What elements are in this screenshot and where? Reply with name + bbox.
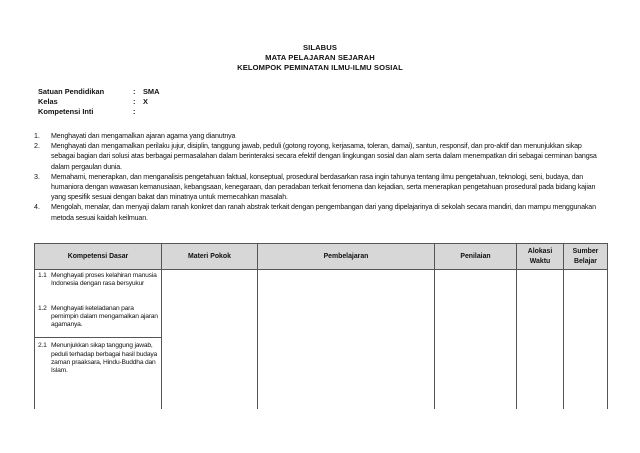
kompetensi-dasar-cell bbox=[35, 270, 162, 410]
alokasi-waktu-cell bbox=[517, 270, 564, 410]
meta-row-kompetensi-inti bbox=[38, 107, 159, 117]
header-materi-pokok: Materi Pokok bbox=[162, 244, 258, 270]
meta-row-kelas bbox=[38, 97, 159, 107]
meta-colon: : bbox=[133, 97, 136, 106]
list-item bbox=[34, 141, 606, 172]
meta-value: SMA bbox=[143, 87, 160, 96]
list-text: Menghayati dan mengamalkan perilaku jujur, disiplin, tanggung jawab, peduli (gotong royong, kerjasama, toleran, damai), santun, responsif, dan pro-aktif dan menunjukkan sikap sebagai bagian dari solusi atas berbagai permasalahan dalam berinteraksi secara efektif dengan lingkungan sosial dan alam serta dalam menempatkan diri sebagai cerminan bangsa dalam pergaulan dunia. bbox=[51, 142, 597, 171]
meta-colon: : bbox=[133, 107, 136, 116]
penilaian-cell bbox=[435, 270, 517, 410]
list-number: 3. bbox=[34, 172, 40, 181]
kd-text: Menghayati proses kelahiran manusia Indonesia dengan rasa bersyukur bbox=[51, 272, 157, 288]
header-pembelajaran: Pembelajaran bbox=[258, 244, 435, 270]
row-divider bbox=[35, 337, 161, 338]
kd-item bbox=[38, 305, 158, 330]
materi-pokok-cell bbox=[162, 270, 258, 410]
meta-colon: : bbox=[133, 87, 136, 96]
list-number: 2. bbox=[34, 142, 40, 151]
list-item bbox=[34, 131, 606, 141]
sumber-belajar-cell bbox=[564, 270, 608, 410]
pembelajaran-cell bbox=[258, 270, 435, 410]
list-item bbox=[34, 172, 606, 203]
kompetensi-inti-list bbox=[34, 131, 606, 223]
subject-title: MATA PELAJARAN SEJARAH bbox=[265, 53, 375, 62]
list-text: Memahami, menerapkan, dan menganalisis pengetahuan faktual, konseptual, prosedural berdasarkan rasa ingin tahunya tentang ilmu pengetahuan, teknologi, seni, budaya, dan humaniora dengan wawasan kemanusiaan, kebangsaan, kenegaraan, dan peradaban terkait fenomena dan kejadian, serta menerapkan pengetahuan prosedural pada bidang kajian yang spesifik sesuai dengan bakat dan minatnya untuk memecahkan masalah. bbox=[51, 172, 596, 202]
kd-number: 2.1 bbox=[38, 342, 47, 350]
meta-row-satuan bbox=[38, 87, 159, 97]
kd-item bbox=[38, 272, 158, 289]
kd-number: 1.1 bbox=[38, 272, 47, 279]
list-text: Menghayati dan mengamalkan ajaran agama yang dianutnya bbox=[51, 132, 236, 140]
list-number: 4. bbox=[34, 203, 40, 212]
header-alokasi-waktu: Alokasi Waktu bbox=[517, 244, 564, 270]
meta-value: X bbox=[143, 97, 148, 106]
list-item bbox=[34, 202, 606, 222]
meta-label: Kelas bbox=[38, 97, 58, 106]
group-title: KELOMPOK PEMINATAN ILMU-ILMU SOSIAL bbox=[237, 63, 403, 72]
meta-label: Satuan Pendidikan bbox=[38, 87, 105, 96]
title-block bbox=[0, 43, 640, 73]
header-sumber-belajar: Sumber Belajar bbox=[564, 244, 608, 270]
header-penilaian: Penilaian bbox=[435, 244, 517, 270]
table-header-row bbox=[35, 244, 608, 270]
table-row bbox=[35, 270, 608, 410]
list-text: Mengolah, menalar, dan menyaji dalam ranah konkret dan ranah abstrak terkait dengan pengembangan dari yang dipelajarinya di sekolah secara mandiri, dan mampu menggunakan metoda sesuai kaidah keilmuan. bbox=[51, 203, 596, 222]
syllabus-table bbox=[34, 243, 608, 409]
meta-label: Kompetensi Inti bbox=[38, 107, 94, 116]
kd-item bbox=[38, 342, 158, 375]
kd-number: 1.2 bbox=[38, 304, 47, 312]
list-number: 1. bbox=[34, 132, 40, 140]
kd-text: Menunjukkan sikap tanggung jawab, peduli terhadap berbagai hasil budaya zaman praaksara, Hindu-Buddha dan Islam. bbox=[51, 342, 158, 375]
document-title: SILABUS bbox=[302, 43, 338, 52]
kd-text: Menghayati keteladanan para pemimpin dalam mengamalkan ajaran agamanya. bbox=[51, 304, 158, 329]
meta-info bbox=[38, 87, 159, 117]
header-kompetensi-dasar: Kompetensi Dasar bbox=[35, 244, 162, 270]
